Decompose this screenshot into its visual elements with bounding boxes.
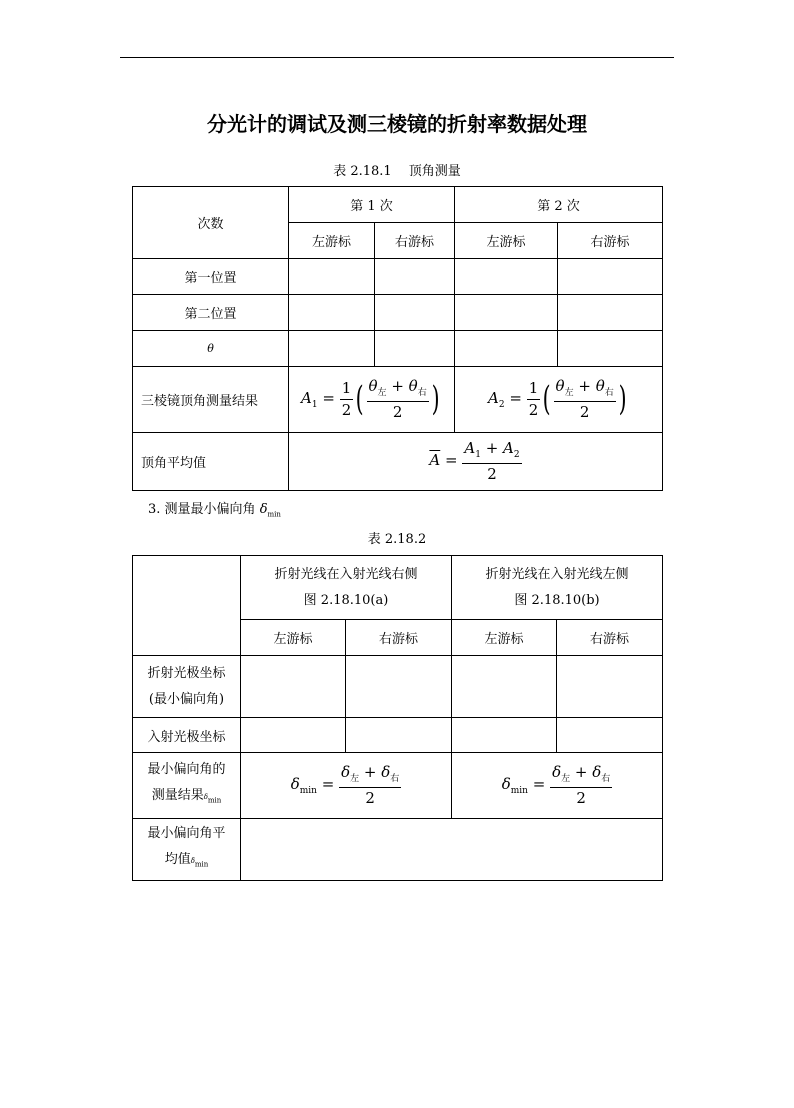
table2-caption: 表 2.18.2 (367, 532, 427, 547)
cell (241, 656, 346, 718)
cell (346, 656, 452, 718)
left-vernier-b: 左游标 (452, 620, 557, 656)
left-vernier-1: 左游标 (289, 223, 375, 259)
min-deviation-table (132, 555, 663, 881)
section-3-heading: 3. 测量最小偏向角 $\delta_{min}$ (148, 502, 281, 519)
apex-angle-table (132, 186, 663, 491)
formula-a2: $A_2$ = $\frac{1}{2}$ ( $\frac{\theta_左 + \theta_右}{2}$ ) (455, 367, 663, 433)
header-count: 次数 (133, 187, 289, 259)
cell (558, 259, 663, 295)
header-second: 第 2 次 (455, 187, 663, 223)
header-col-a: 折射光线在入射光线右侧 图 2.18.10(a) (241, 556, 452, 620)
header-first: 第 1 次 (289, 187, 455, 223)
right-vernier-b: 右游标 (557, 620, 663, 656)
cell (375, 259, 455, 295)
cell (375, 331, 455, 367)
row-min-average: 最小偏向角平 均值$\deltā_{min}$ (133, 819, 241, 881)
row-theta: θ (133, 331, 289, 367)
page-title: 分光计的调试及测三棱镜的折射率数据处理 (207, 112, 587, 136)
cell (452, 656, 557, 718)
cell (557, 718, 663, 753)
right-vernier-2: 右游标 (558, 223, 663, 259)
row-result: 三棱镜顶角测量结果 (133, 367, 289, 433)
cell (289, 295, 375, 331)
cell (346, 718, 452, 753)
formula-delta-a: $\delta_{min}$ = $\frac{\delta_左 + \delta_右}{2}$ (241, 753, 452, 819)
cell (289, 331, 375, 367)
header-rule (120, 57, 674, 58)
row-incident: 入射光极坐标 (133, 718, 241, 753)
formula-delta-b: $\delta_{min}$ = $\frac{\delta_左 + \delta_右}{2}$ (452, 753, 663, 819)
left-vernier-2: 左游标 (455, 223, 558, 259)
cell (455, 331, 558, 367)
formula-a1: $A_1$ = $\frac{1}{2}$ ( $\frac{\theta_左 + \theta_右}{2}$ ) (289, 367, 455, 433)
cell (455, 295, 558, 331)
right-vernier-a: 右游标 (346, 620, 452, 656)
cell (557, 656, 663, 718)
row-first-position: 第一位置 (133, 259, 289, 295)
row-average: 顶角平均值 (133, 433, 289, 491)
corner-cell (133, 556, 241, 656)
header-col-b: 折射光线在入射光线左侧 图 2.18.10(b) (452, 556, 663, 620)
formula-average: $\overline{A}$ = $\frac{A_1 + A_2}{2}$ (289, 433, 663, 491)
right-vernier-1: 右游标 (375, 223, 455, 259)
row-second-position: 第二位置 (133, 295, 289, 331)
table1-caption: 表 2.18.1 顶角测量 (333, 164, 461, 179)
cell (558, 331, 663, 367)
left-vernier-a: 左游标 (241, 620, 346, 656)
cell (452, 718, 557, 753)
row-min-result: 最小偏向角的 测量结果$\delta_{min}$ (133, 753, 241, 819)
row-refracted: 折射光极坐标 (最小偏向角) (133, 656, 241, 718)
cell (241, 819, 663, 881)
cell (289, 259, 375, 295)
cell (455, 259, 558, 295)
cell (375, 295, 455, 331)
cell (558, 295, 663, 331)
cell (241, 718, 346, 753)
